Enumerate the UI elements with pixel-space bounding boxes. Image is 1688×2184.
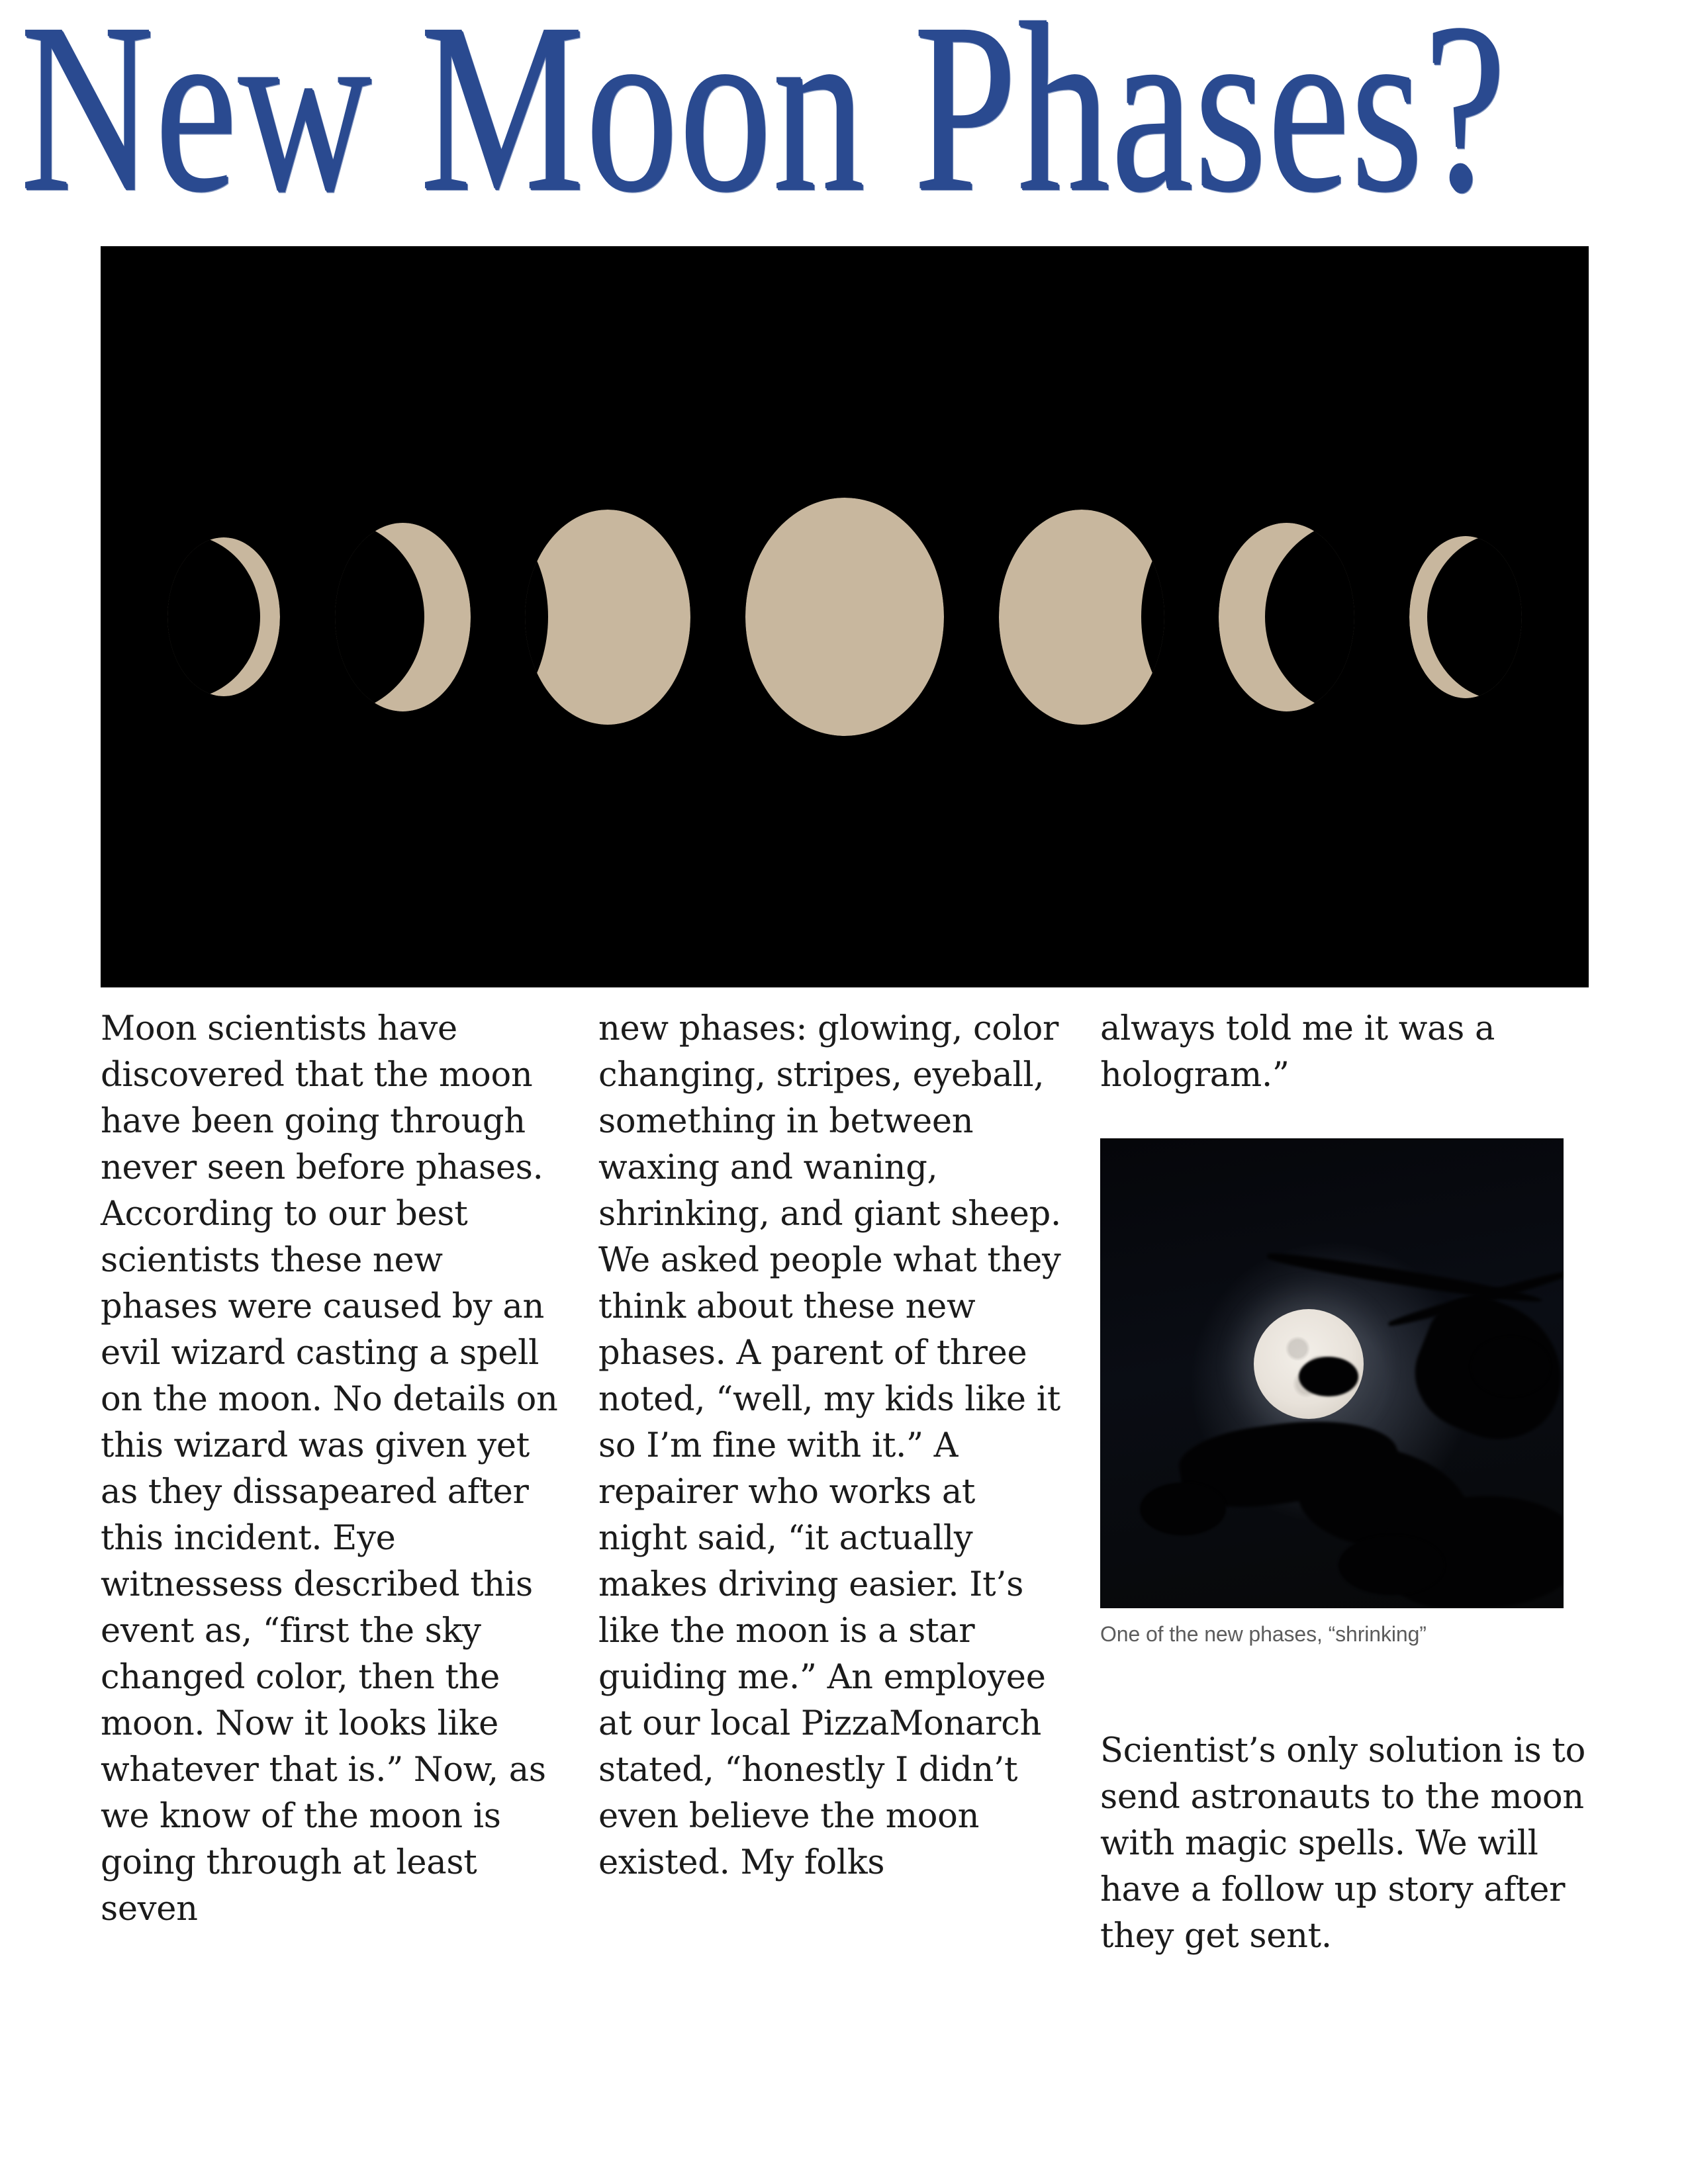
article-body [101,1006,1589,2131]
moon-terminator-shadow [1141,510,1164,725]
moon-terminator-shadow [525,510,548,725]
moon-phase-waning-crescent-thick [1219,523,1354,711]
moon-phase-waxing-gibbous [525,510,690,725]
moon-disc [745,498,944,736]
column-1-text: Moon scientists have discovered that the moon have been going through never seen before phases. According to our best scientists these new phases were caused by an evil wizard casting a spell on the moon. No details on this wizard was given yet as they dissapeared after this incident. Eye witnessess described this event as, “first the sky changed color, then the moon. Now it looks like whatever that is.” Now, as we know of the moon is going through at least seven [101,1009,558,1929]
tree-twig-icon [1471,1337,1550,1396]
page-title: New Moon Phases? [20,0,1507,241]
article-column-3-closing [1100,1694,1589,1993]
moon-phase-full [745,498,944,736]
masthead [0,0,1688,241]
moon-phase-row [101,246,1589,987]
tree-twig-icon [1299,1357,1358,1396]
hero-moon-phases-photo [101,246,1589,987]
article-column-2 [598,1006,1062,1886]
moon-phase-waxing-crescent [167,537,280,696]
column-3-closing-text: Scientist’s only solution is to send astronauts to the moon with magic spells. We will have a follow up story after they get sent. [1100,1731,1585,1956]
moon-disc [525,510,690,725]
moon-disc [999,510,1164,725]
article-column-3 [1100,1006,1589,1099]
column-3-lede-text: always told me it was a hologram.” [1100,1009,1495,1095]
photo-caption: One of the new phases, “shrinking” [1100,1622,1427,1646]
moon-phase-waning-crescent [1409,536,1522,698]
article-column-1 [101,1006,564,1933]
moon-phase-waxing-crescent-thick [335,523,471,711]
inset-moon-photo [1100,1138,1564,1608]
tree-twig-icon [1140,1482,1226,1535]
moon-phase-waning-gibbous [999,510,1164,725]
column-2-text: new phases: glowing, color changing, stripes, eyeball, something in between waxing and waning, shrinking, and giant sheep. We asked people what they think about these new phases. A parent of three noted, “well, my kids like it so I’m fine with it.” A repairer who works at night said, “it actually makes driving easier. It’s like the moon is a star guiding me.” An employee at our local PizzaMonarch stated, “honestly I didn’t even believe the moon existed. My folks [598,1009,1061,1882]
tree-twig-icon [1338,1535,1444,1595]
